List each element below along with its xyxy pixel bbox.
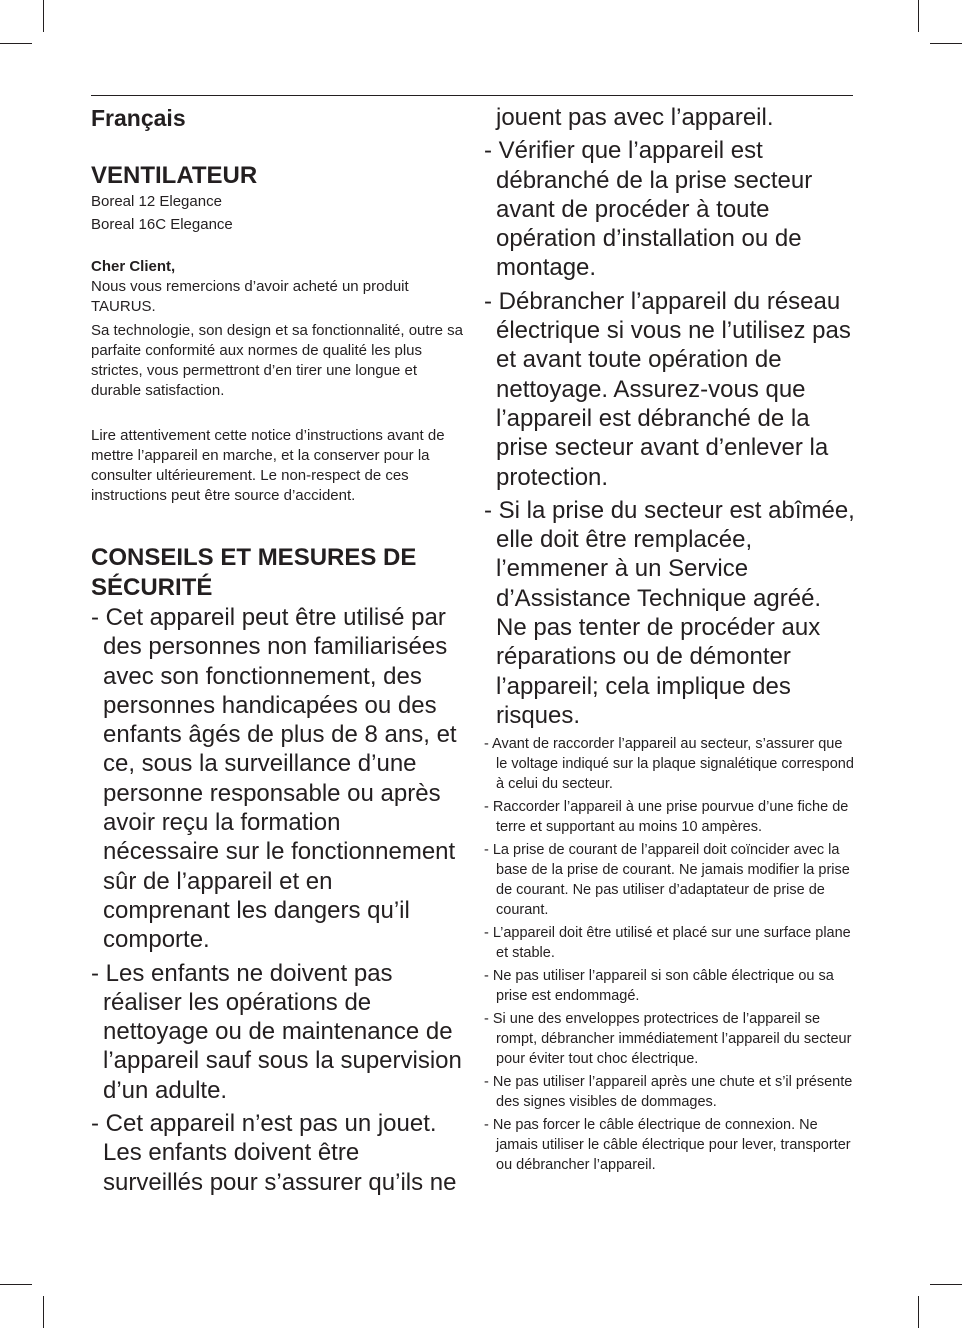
model-name: Boreal 16C Elegance	[91, 216, 233, 233]
greeting-paragraph: Sa technologie, son design et sa fonctionnalité, outre sa parfaite conformité aux normes de qualité les plus strictes, vous permettront d’en tirer une longue et durable satisfaction.	[91, 322, 463, 399]
product-title: VENTILATEUR	[91, 162, 258, 189]
crop-mark	[0, 43, 32, 44]
right-column	[484, 96, 856, 1178]
electrical-item: - Si une des enveloppes protectrices de l’appareil se rompt, débrancher immédiatement l’appareil du secteur pour éviter tout choc électrique.	[484, 1011, 852, 1068]
safety-item: - Vérifier que l’appareil est débranché de la prise secteur avant de procéder à toute opération d’installation ou de montage.	[484, 137, 813, 282]
crop-mark	[918, 0, 919, 32]
electrical-item: - Ne pas utiliser l’appareil après une chute et s’il présente des signes visibles de dommages.	[484, 1074, 853, 1111]
electrical-item: - La prise de courant de l’appareil doit coïncider avec la base de la prise de courant. Ne jamais modifier la prise de courant. Ne pas utiliser d’adaptateur de prise de courant.	[484, 842, 850, 919]
instructions-warning: Lire attentivement cette notice d’instructions avant de mettre l’appareil en marche, et la conserver pour la consulter ultérieurement. Le non-respect de ces instructions peut être source d’accident.	[91, 427, 445, 504]
safety-list-left	[91, 603, 463, 1197]
safety-item: - Cet appareil n’est pas un jouet. Les enfants doivent être surveillés pour s’assurer qu’ils ne	[91, 1110, 457, 1196]
safety-list-right	[484, 136, 856, 730]
crop-mark	[43, 1296, 44, 1328]
safety-item-continuation: jouent pas avec l’appareil.	[496, 104, 774, 131]
crop-mark	[930, 1284, 962, 1285]
crop-mark	[43, 0, 44, 32]
crop-mark	[930, 43, 962, 44]
electrical-item: - L’appareil doit être utilisé et placé sur une surface plane et stable.	[484, 925, 851, 962]
electrical-item: - Raccorder l’appareil à une prise pourvue d’une fiche de terre et supportant au moins 10 ampères.	[484, 799, 849, 836]
safety-section-title: CONSEILS ET MESURES DE SÉCURITÉ	[91, 544, 417, 601]
greeting-paragraph: Nous vous remercions d’avoir acheté un produit TAURUS.	[91, 278, 409, 315]
safety-item: - Débrancher l’appareil du réseau électrique si vous ne l’utilisez pas et avant toute opération de nettoyage. Assurez-vous que l’appareil est débranché de la prise secteur avant d’enlever la protection.	[484, 287, 851, 491]
safety-item: - Les enfants ne doivent pas réaliser les opérations de nettoyage ou de maintenance de l’appareil sauf sous la supervision d’un adulte.	[91, 959, 462, 1104]
model-name: Boreal 12 Elegance	[91, 193, 222, 210]
crop-mark	[0, 1284, 32, 1285]
electrical-safety-list	[484, 734, 856, 1175]
electrical-item: - Ne pas forcer le câble électrique de connexion. Ne jamais utiliser le câble électrique pour lever, transporter ou débrancher l’appareil.	[484, 1117, 851, 1174]
electrical-item: - Ne pas utiliser l’appareil si son câble électrique ou sa prise est endommagé.	[484, 968, 834, 1005]
greeting-title: Cher Client,	[91, 258, 176, 275]
crop-mark	[918, 1296, 919, 1328]
left-column	[91, 96, 463, 1201]
electrical-item: - Avant de raccorder l’appareil au secteur, s’assurer que le voltage indiqué sur la plaque signalétique correspond à celui du secteur.	[484, 736, 854, 793]
model-list	[91, 190, 463, 236]
language-heading: Français	[91, 105, 186, 131]
safety-item: - Cet appareil peut être utilisé par des personnes non familiarisées avec son fonctionnement, des personnes handicapées ou des enfants âgés de plus de 8 ans, et ce, sous la surveillance d’une personne responsable ou après avoir reçu la formation nécessaire sur le fonctionnement sûr de l’appareil et en comprenant les dangers qu’il comporte.	[91, 604, 457, 954]
safety-item: - Si la prise du secteur est abîmée, elle doit être remplacée, l’emmener à un Service d’Assistance Technique agréé. Ne pas tenter de procéder aux réparations ou de démonter l’appareil; cela implique des risques.	[484, 496, 855, 729]
